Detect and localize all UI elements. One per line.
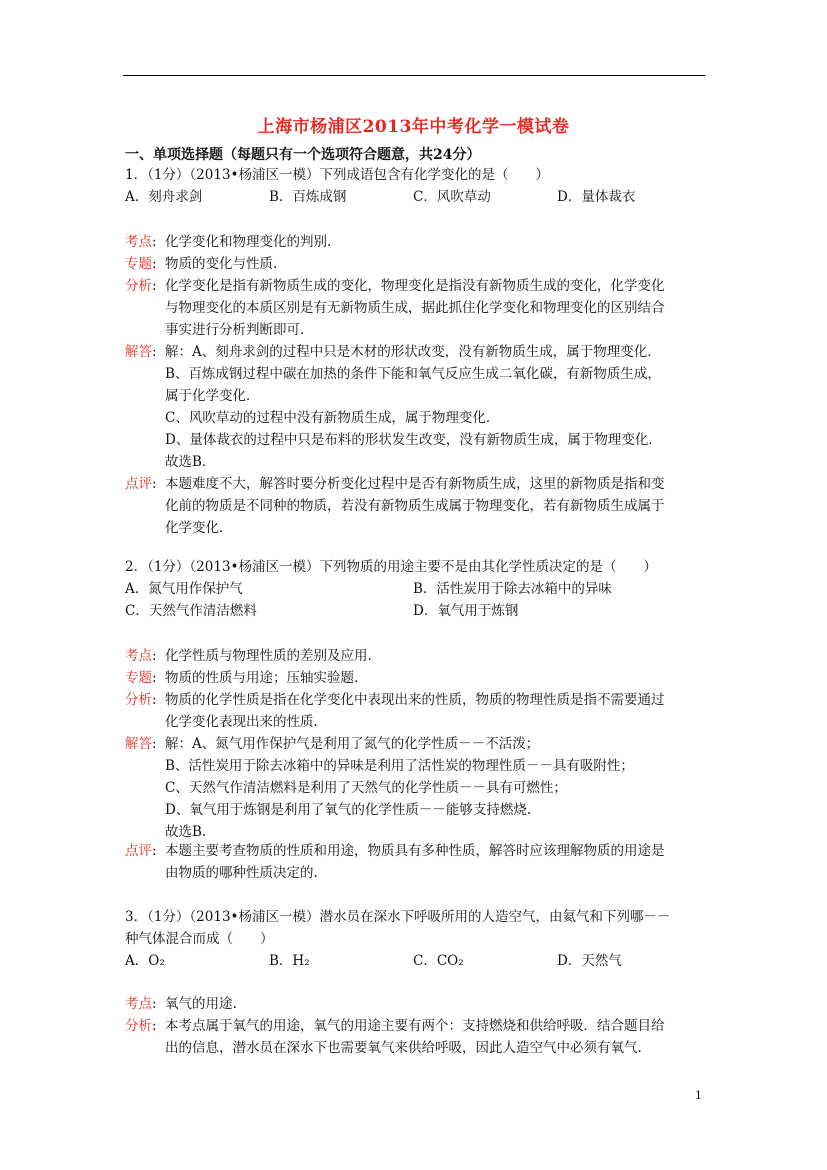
kaodian-text: 化学变化和物理变化的判别. [165,234,332,250]
jieda-line: 属于化学变化． [165,388,260,404]
option-d: D．量体裁衣 [557,189,636,205]
dianping-line: 本题难度不大，解答时要分析变化过程中是否有新物质生成，这里的新物质是指和变 [165,476,665,492]
fenxi-line: 与物理变化的本质区别是有无新物质生成，据此抓住化学变化和物理变化的区别结合 [165,300,665,316]
zhuanti-text: 物质的性质与用途；压轴实验题. [165,670,359,686]
kaodian-label: 考点: [125,996,157,1012]
dianping-line: 化前的物质是不同种的物质，若没有新物质生成属于物理变化，若有新物质生成属于 [165,498,665,514]
option-b: B．百炼成钢 [269,189,347,205]
jieda-line: D、氧气用于炼钢是利用了氧气的化学性质－－能够支持燃烧. [165,802,532,818]
jieda-line: 解：A、刻舟求剑的过程中只是木材的形状改变，没有新物质生成，属于物理变化． [165,344,661,360]
jieda-label: 解答: [125,344,157,360]
page-number: 1 [695,1089,702,1102]
jieda-line: C、天然气作清洁燃料是利用了天然气的化学性质－－具有可燃性； [165,780,567,796]
fenxi-line: 化学变化是指有新物质生成的变化，物理变化是指没有新物质生成的变化，化学变化 [165,278,665,294]
question-2-options-row1 [125,578,705,600]
jieda-line: 故选B. [165,824,207,840]
question-3-stem [125,906,705,950]
option-a: A．刻舟求剑 [125,189,203,205]
dianping-line: 本题主要考查物质的性质和用途，物质具有多种性质，解答时应该理解物质的用途是 [165,843,665,859]
question-2-stem: 2．（1分）（2013•杨浦区一模）下列物质的用途主要不是由其化学性质决定的是（ ） [125,559,657,575]
zhuanti-label: 专题: [125,256,157,272]
zhuanti-label: 专题: [125,670,157,686]
kaodian-label: 考点: [125,234,157,250]
option-c: C．天然气作清洁燃料 [125,603,257,619]
kaodian-label: 考点: [125,648,157,664]
option-c: C．CO₂ [413,953,464,969]
option-a: A．氮气用作保护气 [125,581,243,597]
kaodian-text: 化学性质与物理性质的差别及应用. [165,648,372,664]
option-b: B．H₂ [269,953,310,969]
jieda-line: 故选B． [165,454,216,470]
jieda-line: C、风吹草动的过程中没有新物质生成，属于物理变化． [165,410,500,426]
fenxi-line: 出的信息，潜水员在深水下也需要氧气来供给呼吸，因此人造空气中必须有氧气. [165,1040,642,1056]
fenxi-line: 化学变化表现出来的性质. [165,714,318,730]
dianping-label: 点评: [125,843,157,859]
jieda-line: D、量体裁衣的过程中只是布料的形状发生改变，没有新物质生成，属于物理变化． [165,432,662,448]
fenxi-label: 分析: [125,1018,157,1034]
page-title: 上海市杨浦区2013年中考化学一模试卷 [257,117,570,137]
option-c: C．风吹草动 [413,189,491,205]
question-3-stem-line: 种气体混合而成（ ） [125,931,274,947]
dianping-label: 点评: [125,476,157,492]
zhuanti-text: 物质的变化与性质. [165,256,278,272]
question-3-options [125,950,705,972]
header-rule [123,75,705,76]
question-1-options [125,186,705,208]
question-3-stem-line: 3．（1分）（2013•杨浦区一模）潜水员在深水下呼吸所用的人造空气，由氦气和下列哪－－ [125,909,671,925]
option-d: D．氧气用于炼钢 [413,603,519,619]
fenxi-line: 物质的化学性质是指在化学变化中表现出来的性质，物质的物理性质是指不需要通过 [165,692,665,708]
question-1-stem: 1．（1分）（2013•杨浦区一模）下列成语包含有化学变化的是（ ） [125,167,549,183]
section-heading: 一、单项选择题（每题只有一个选项符合题意，共24分） [125,147,481,163]
kaodian-text: 氧气的用途. [165,996,237,1012]
fenxi-line: 事实进行分析判断即可. [165,322,305,338]
jieda-line: B、百炼成钢过程中碳在加热的条件下能和氧气反应生成二氧化碳，有新物质生成， [165,366,661,382]
question-2-options-row2 [125,600,705,622]
option-b: B．活性炭用于除去冰箱中的异味 [413,581,612,597]
jieda-line: 解：A、氮气用作保护气是利用了氮气的化学性质－－不活泼； [165,736,540,752]
dianping-line: 化学变化． [165,520,233,536]
fenxi-label: 分析: [125,278,157,294]
dianping-line: 由物质的哪种性质决定的. [165,865,318,881]
jieda-label: 解答: [125,736,157,752]
option-a: A．O₂ [125,953,165,969]
option-d: D．天然气 [557,953,622,969]
jieda-line: B、活性炭用于除去冰箱中的异味是利用了活性炭的物理性质－－具有吸附性； [165,758,634,774]
fenxi-line: 本考点属于氧气的用途，氧气的用途主要有两个：支持燃烧和供给呼吸．结合题目给 [165,1018,665,1034]
fenxi-label: 分析: [125,692,157,708]
